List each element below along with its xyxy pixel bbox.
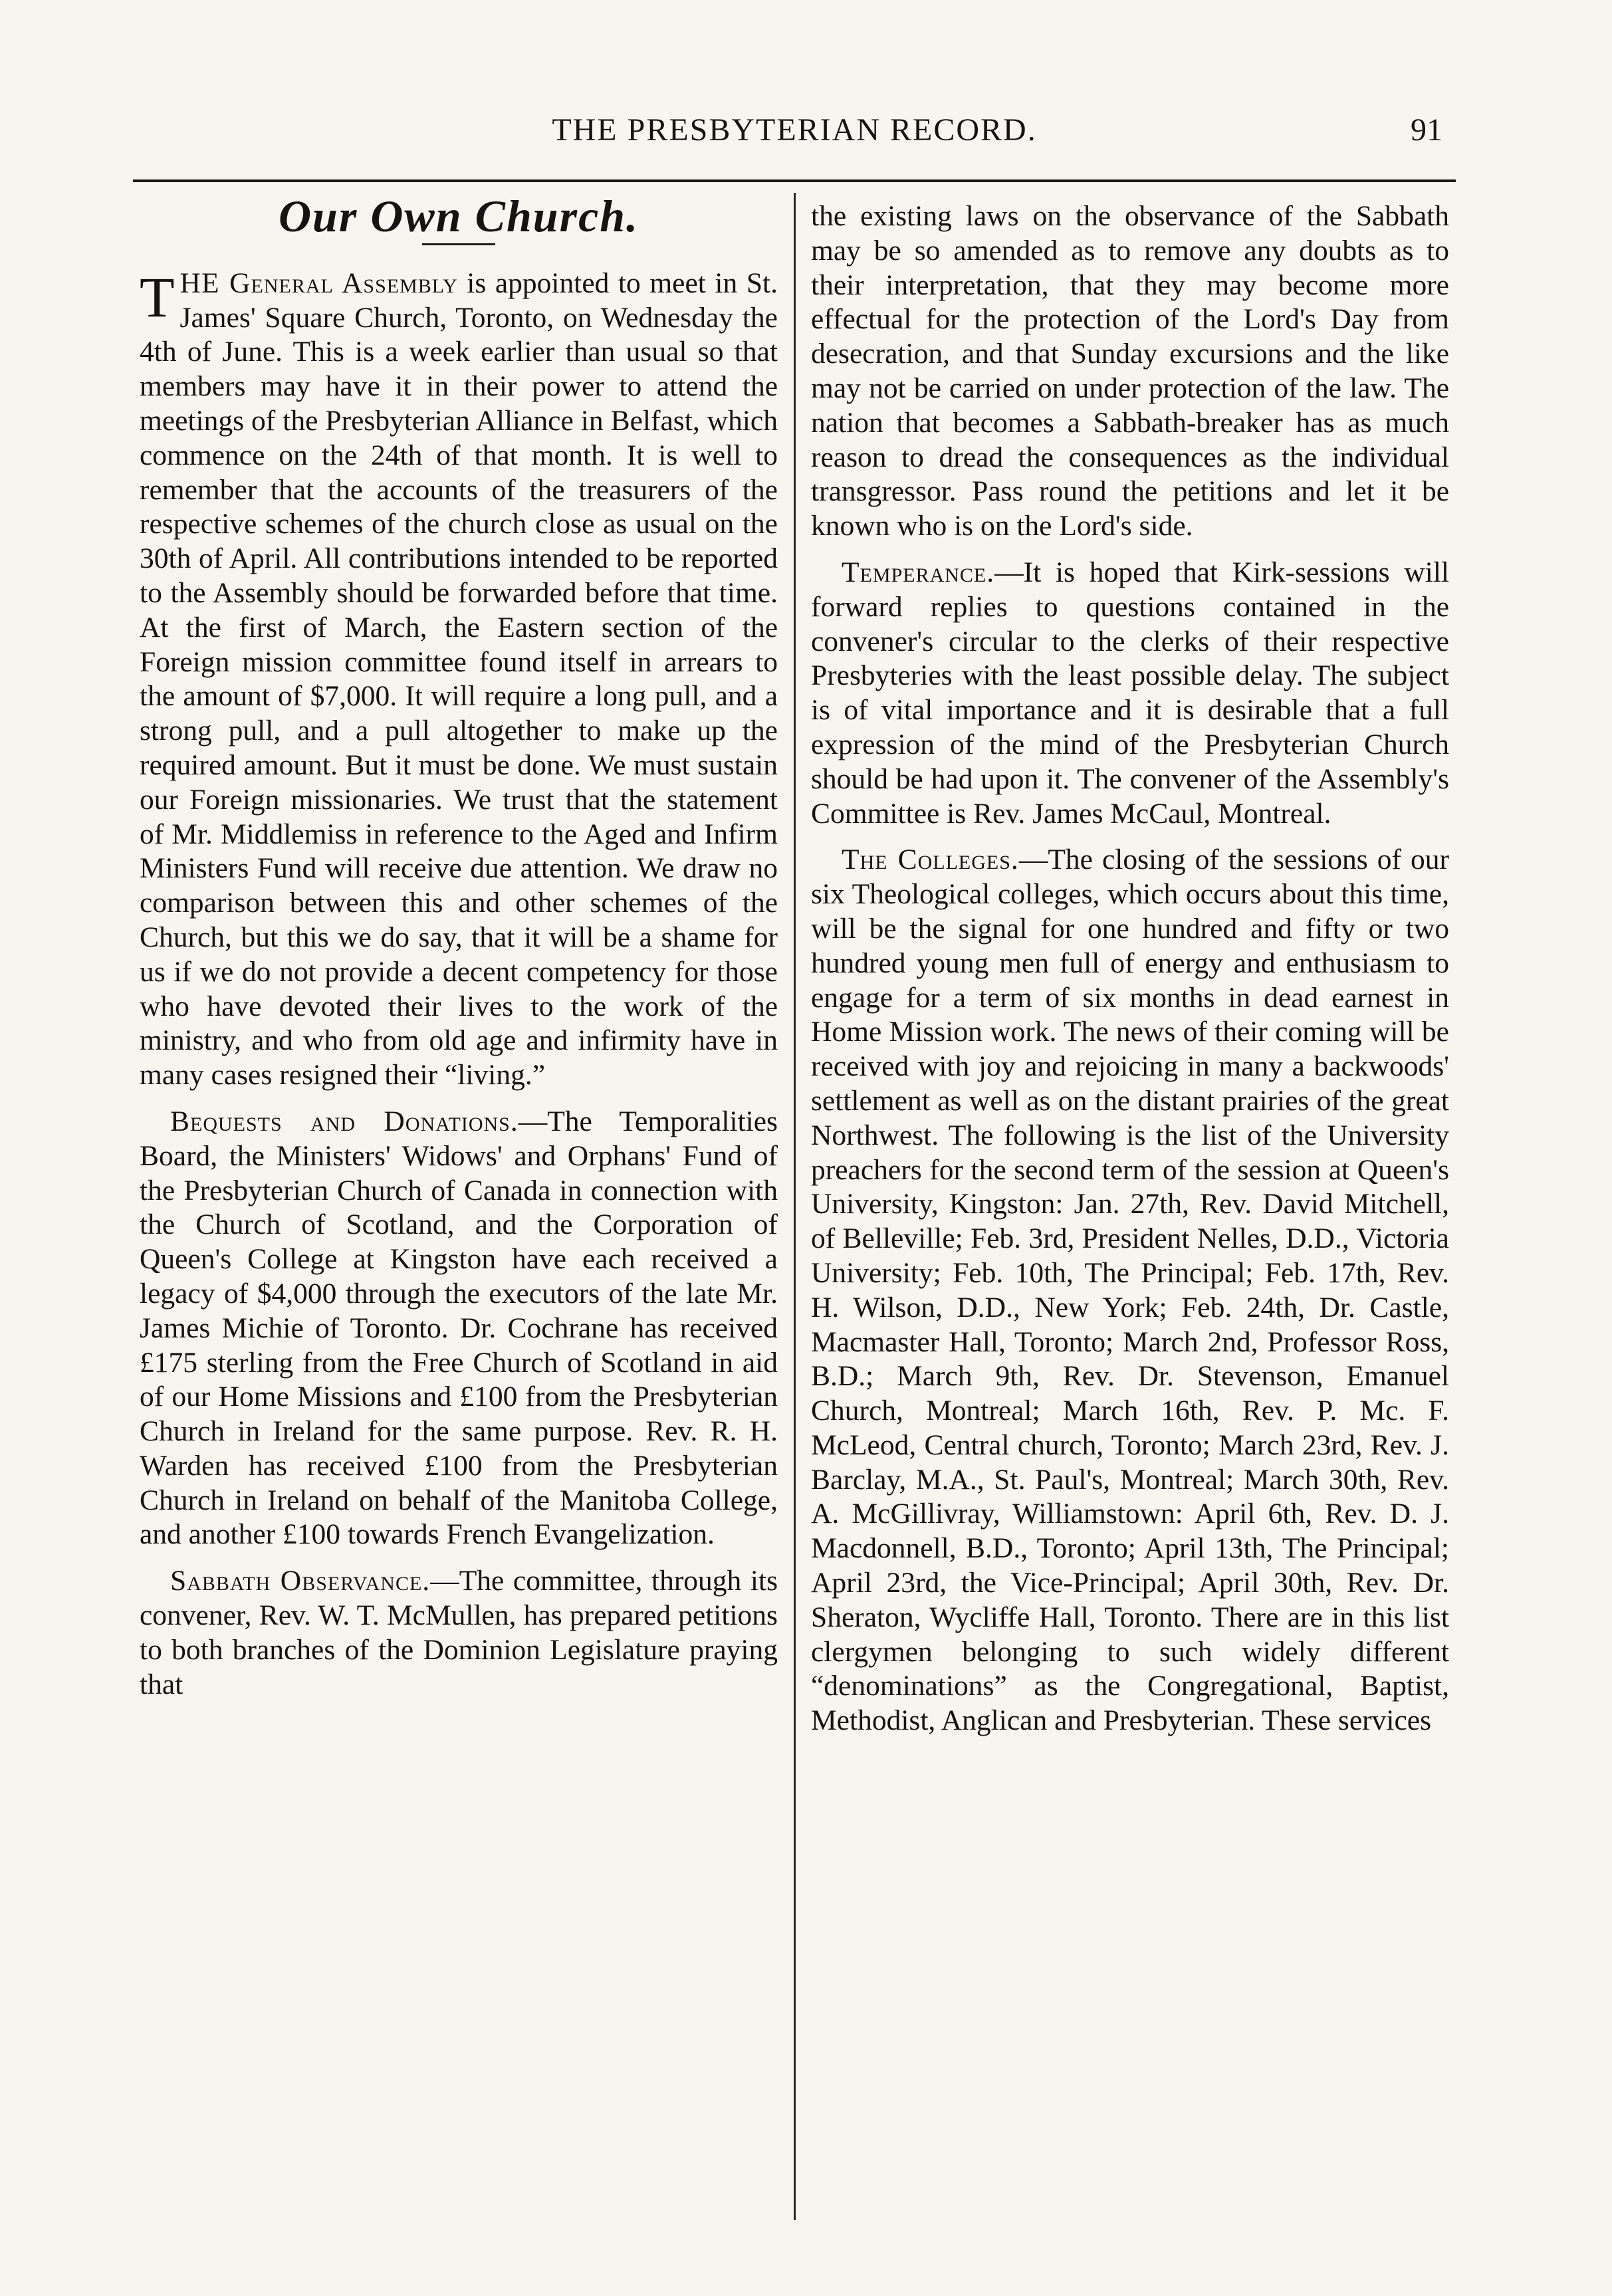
right-column [811,199,1449,1750]
drop-cap: T [140,265,175,329]
left-column [140,191,778,1714]
paragraph-body: —The Temporalities Board, the Ministers' Widows' and Orphans' Fund of the Presbyterian Church of Canada in connection with the Church of Scotland, and the Corporation of Queen's College at Kingston have each received a legacy of $4,000 through the executors of the late Mr. James Michie of Toronto. Dr. Cochrane has received £175 sterling from the Free Church of Scotland in aid of our Home Missions and £100 from the Presbyterian Church in Ireland for the same purpose. Rev. R. H. Warden has received £100 from the Presbyterian Church in Ireland on behalf of the Manitoba College, and another £100 towards French Evangelization. [140,1105,778,1551]
column-divider [794,193,796,2220]
sabbath-paragraph [140,1564,778,1702]
page-header [133,106,1456,160]
title-rule [422,243,495,245]
paragraph-lead: Temperance. [842,556,995,588]
header-rule [133,179,1456,182]
section-title: Our Own Church. [278,191,639,241]
running-head: THE PRESBYTERIAN RECORD. [552,112,1037,148]
sabbath-continued-paragraph [811,199,1449,544]
paragraph-body: —The committee, through its convener, Rev. W. T. McMullen, has prepared petitions to both branches of the Dominion Legislature praying that [140,1565,778,1700]
paragraph-lead: HE General Assembly [179,267,458,299]
paragraph-lead: Bequests and Donations. [170,1105,518,1137]
paragraph-lead: Sabbath Observance. [170,1565,431,1597]
paragraph-body: the existing laws on the observance of the Sabbath may be so amended as to remove any doubts as to their interpretation, that they may become more effectual for the protection of the Lord's Day from desecration, and that Sunday excursions and the like may not be carried on under protection of the law. The nation that becomes a Sabbath-breaker has as much reason to dread the consequences as the individual transgressor. Pass round the petitions and let it be known who is on the Lord's side. [811,200,1449,542]
paragraph-lead: The Colleges. [842,844,1019,876]
paragraph-body: —The closing of the sessions of our six Theological colleges, which occurs about this time, will be the signal for one hundred and fifty or two hundred young men full of energy and enthusiasm to engage for a term of six months in dead earnest in Home Mission work. The news of their coming will be received with joy and rejoicing in many a backwoods' settlement as well as on the distant prairies of the great Northwest. The following is the list of the University preachers for the second term of the session at Queen's University, Kingston: Jan. 27th, Rev. David Mitchell, of Belleville; Feb. 3rd, President Nelles, D.D., Victoria University; Feb. 10th, The Principal; Feb. 17th, Rev. H. Wilson, D.D., New York; Feb. 24th, Dr. Castle, Macmaster Hall, Toronto; March 2nd, Professor Ross, B.D.; March 9th, Rev. Dr. Stevenson, Emanuel Church, Montreal; March 16th, Rev. P. Mc. F. McLeod, Central church, Toronto; March 23rd, Rev. J. Barclay, M.A., St. Paul's, Montreal; March 30th, Rev. A. McGillivray, Williamstown: April 6th, Rev. D. J. Macdonnell, B.D., Toronto; April 13th, The Principal; April 23rd, the Vice-Principal; April 30th, Rev. Dr. Sheraton, Wycliffe Hall, Toronto. There are in this list clergymen belonging to such widely different “denominations” as the Congregational, Baptist, Methodist, Anglican and Presbyterian. These services [811,844,1449,1737]
colleges-paragraph [811,843,1449,1738]
page-number: 91 [1411,112,1442,148]
bequests-paragraph [140,1105,778,1552]
temperance-paragraph [811,556,1449,831]
paragraph-body: —It is hoped that Kirk-sessions will forward replies to questions contained in the convener's circular to the clerks of their respective Presbyteries with the least possible delay. The subject is of vital importance and it is desirable that a full expression of the mind of the Presbyterian Church should be had upon it. The convener of the Assembly's Committee is Rev. James McCaul, Montreal. [811,556,1449,830]
paragraph-body: is appointed to meet in St. James' Square Church, Toronto, on Wednesday the 4th of June. This is a week earlier than usual so that members may have it in their power to attend the meetings of the Presbyterian Alliance in Belfast, which commence on the 24th of that month. It is well to remember that the accounts of the treasurers of the respective schemes of the church close as usual on the 30th of April. All contributions intended to be reported to the Assembly should be forwarded before that time. At the first of March, the Eastern section of the Foreign mission committee found itself in arrears to the amount of $7,000. It will require a long pull, and a strong pull, and a pull altogether to make up the required amount. But it must be done. We must sustain our Foreign missionaries. We trust that the statement of Mr. Middlemiss in reference to the Aged and Infirm Ministers Fund will receive due attention. We draw no comparison between this and other schemes of the Church, but this we do say, that it will be a shame for us if we do not provide a decent competency for those who have devoted their lives to the work of the ministry, and who from old age and infirmity have in many cases resigned their “living.” [140,267,778,1091]
general-assembly-paragraph [140,267,778,1093]
